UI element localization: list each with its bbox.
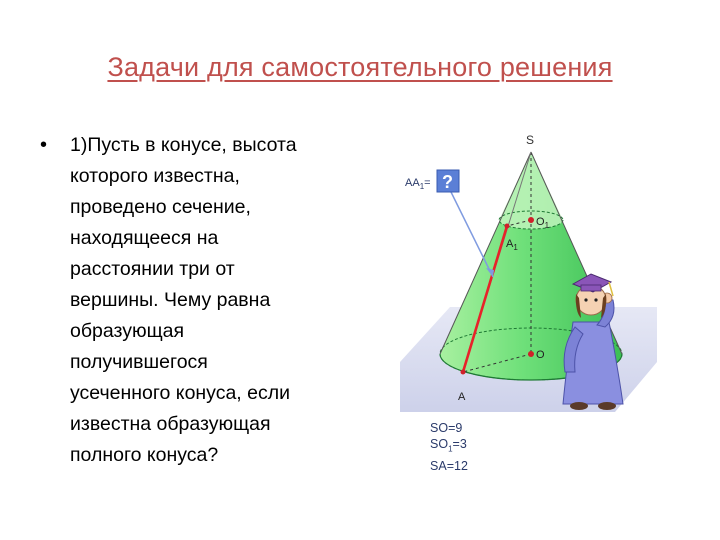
problem-text (70, 130, 370, 471)
label-aa1: AA (405, 177, 420, 189)
point-o1 (528, 217, 534, 223)
given-so1: $SO_1=3$ (430, 437, 467, 454)
problem-line: которого известна, (70, 165, 240, 187)
problem-line: расстоянии три от (70, 258, 235, 280)
aa1-arrow (451, 192, 493, 277)
label-a1: A (506, 238, 514, 250)
label-aa1-eq: = (424, 177, 431, 189)
given-values (430, 420, 468, 474)
given-so: SO=9 (430, 421, 463, 435)
label-o1-sub: 1 (544, 221, 550, 230)
slide-title: Задачи для самостоятельного решения (107, 52, 613, 82)
problem-line: образующая (70, 320, 185, 342)
problem-line: усеченного конуса, если (70, 382, 291, 404)
label-s: S (526, 133, 535, 147)
problem-block (40, 130, 370, 471)
label-o: O (536, 349, 545, 361)
label-a1-sub: 1 (513, 243, 518, 252)
bullet-marker: • (40, 134, 48, 156)
label-o1: O (536, 216, 545, 228)
point-a1 (505, 224, 510, 229)
label-a: A (458, 391, 466, 403)
label-aa1-sub: 1 (419, 182, 425, 191)
svg-text:AA1= (405, 177, 431, 191)
point-o (528, 351, 534, 357)
problem-line: получившегося (70, 351, 208, 373)
question-mark: ? (442, 172, 453, 192)
problem-line: вершины. Чему равна (70, 289, 271, 311)
problem-line: полного конуса? (70, 444, 219, 466)
problem-line: известна образующая (70, 413, 271, 435)
problem-line: проведено сечение, (70, 196, 251, 218)
problem-line: 1)Пусть в конусе, высота (70, 134, 297, 156)
given-sa: SA=12 (430, 458, 468, 473)
problem-line: находящееся на (70, 227, 219, 249)
point-a (461, 370, 466, 375)
